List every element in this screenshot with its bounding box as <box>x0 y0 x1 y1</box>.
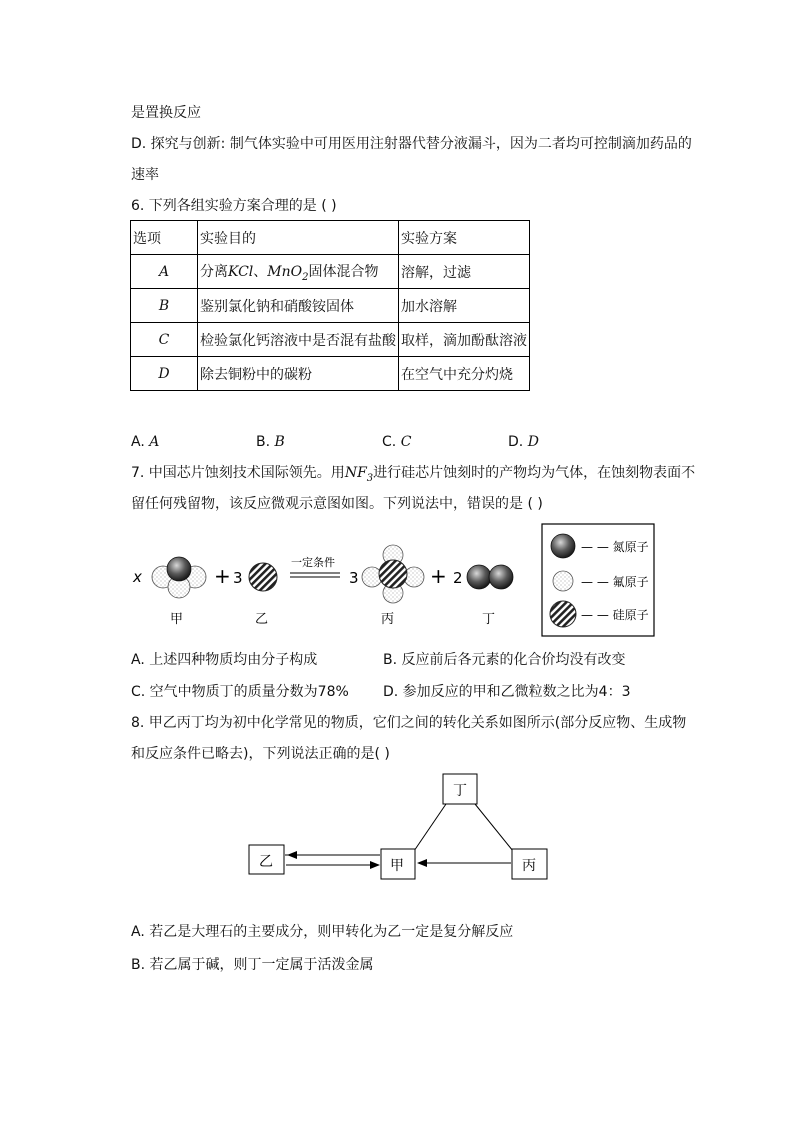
option-cell: B <box>131 289 198 323</box>
box-ding-label: 丁 <box>453 783 467 799</box>
plan-cell: 加水溶解 <box>399 289 530 323</box>
q7-option-b[interactable]: B. 反应前后各元素的化合价均没有改变 <box>383 652 626 668</box>
coefficient-x: x <box>133 568 142 586</box>
table-header-cell: 实验方案 <box>399 221 530 255</box>
aim-cell: 检验氯化钙溶液中是否混有盐酸 <box>198 323 399 357</box>
q6-option-b[interactable]: B. B <box>256 434 285 450</box>
molecule-jia <box>152 557 206 598</box>
connector-line <box>475 804 513 851</box>
nitrogen-atom <box>489 565 513 589</box>
coefficient: 3 <box>233 569 243 587</box>
legend-label-nitrogen: — — 氮原子 <box>581 540 649 554</box>
aim-cell: 鉴别氯化钠和硝酸铵固体 <box>198 289 399 323</box>
coefficient: 3 <box>349 569 359 587</box>
plus-sign: + <box>214 564 231 588</box>
reaction-diagram <box>132 524 654 636</box>
aim-cell: 除去铜粉中的碳粉 <box>198 357 399 391</box>
fluorine-atom-icon <box>553 571 573 591</box>
plan-cell: 取样，滴加酚酞溶液 <box>399 323 530 357</box>
transformation-diagram <box>249 774 547 879</box>
plan-cell: 溶解，过滤 <box>399 255 530 289</box>
option-cell: C <box>131 323 198 357</box>
connector-line <box>414 804 446 851</box>
legend-label-fluorine: — — 氟原子 <box>581 575 649 589</box>
q8-option-a[interactable]: A. 若乙是大理石的主要成分，则甲转化为乙一定是复分解反应 <box>131 924 514 940</box>
label-yi: 乙 <box>255 612 269 627</box>
q6-option-d[interactable]: D. D <box>508 434 539 450</box>
aim-cell: 分离KCl、MnO$_2$固体混合物 <box>198 255 399 289</box>
box-bing-label: 丙 <box>522 858 536 874</box>
text-line: 速率 <box>131 167 159 183</box>
q8-option-b[interactable]: B. 若乙属于碱，则丁一定属于活泼金属 <box>131 957 374 973</box>
question-7-stem: 7. 中国芯片蚀刻技术国际领先。用$NF_3$进行硅芯片蚀刻时的产物均为气体，在蚀刻物表面不 <box>131 465 696 484</box>
question-7-stem: 留任何残留物，该反应微观示意图如图。下列说法中，错误的是 ( ) <box>131 496 543 512</box>
q7-option-d[interactable]: D. 参加反应的甲和乙微粒数之比为4：3 <box>383 684 631 700</box>
option-cell: D <box>131 357 198 391</box>
text-line: 是置换反应 <box>131 105 201 121</box>
box-yi-label: 乙 <box>259 854 273 870</box>
label-ding: 丁 <box>482 612 496 627</box>
plan-cell: 在空气中充分灼烧 <box>399 357 530 391</box>
nitrogen-atom <box>467 565 491 589</box>
silicon-atom <box>249 563 277 591</box>
silicon-atom <box>379 560 407 588</box>
label-bing: 丙 <box>381 612 395 627</box>
text-line: D. 探究与创新: 制气体实验中可用医用注射器代替分液漏斗，因为二者均可控制滴加药品的 <box>131 136 692 152</box>
plus-sign: + <box>430 564 447 588</box>
label-jia: 甲 <box>170 612 184 627</box>
table-header-cell: 实验目的 <box>198 221 399 255</box>
nitrogen-atom <box>167 557 191 581</box>
q7-option-c[interactable]: C. 空气中物质丁的质量分数为78% <box>131 684 349 700</box>
question-8-stem: 和反应条件已略去)，下列说法正确的是( ) <box>131 746 390 762</box>
q6-option-a[interactable]: A. A <box>131 434 160 450</box>
option-cell: A <box>131 255 198 289</box>
table-header-cell: 选项 <box>131 221 198 255</box>
question-8-stem: 8. 甲乙丙丁均为初中化学常见的物质，它们之间的转化关系如图所示(部分反应物、生成物 <box>131 715 687 731</box>
nitrogen-atom-icon <box>551 534 575 558</box>
atom-legend <box>542 524 654 636</box>
q7-option-a[interactable]: A. 上述四种物质均由分子构成 <box>131 652 318 668</box>
condition-label: 一定条件 <box>291 556 335 569</box>
q6-option-c[interactable]: C. C <box>382 434 412 450</box>
question-6-stem: 6. 下列各组实验方案合理的是 ( ) <box>131 198 337 214</box>
molecule-bing <box>362 545 424 603</box>
coefficient: 2 <box>453 569 463 587</box>
legend-label-silicon: — — 硅原子 <box>581 608 649 622</box>
molecule-ding <box>467 565 513 589</box>
box-jia-label: 甲 <box>390 858 404 874</box>
silicon-atom-icon <box>550 601 576 627</box>
